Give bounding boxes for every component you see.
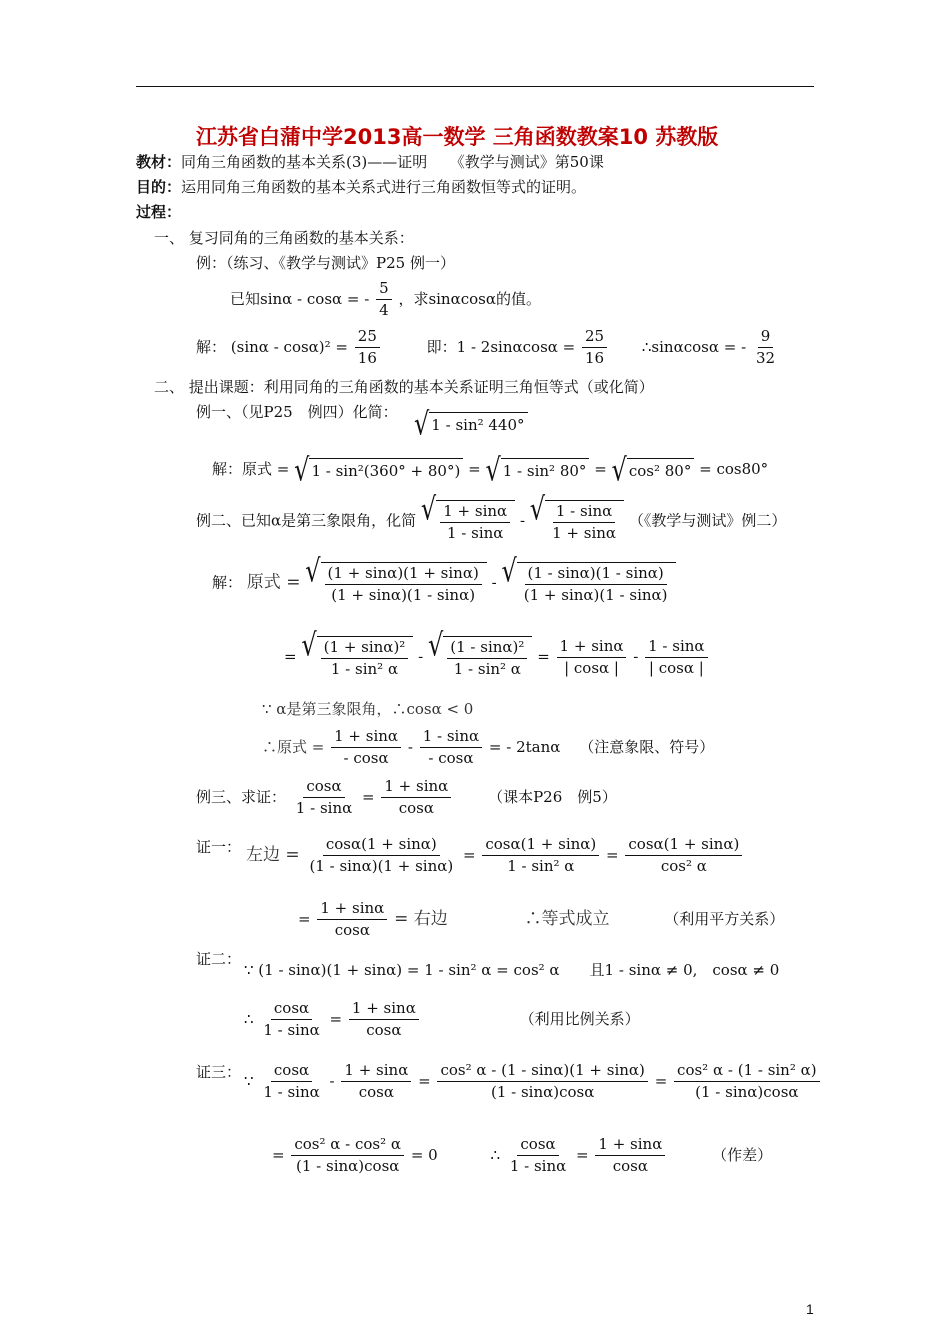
denominator: (1 - sinα)cosα — [490, 1083, 595, 1102]
example-2-solution-line-1: 解： 原式 = √ $\frac{(1 + \sin\alpha)(1 + \sin\alpha)}{(1 + \sin\alpha)(1 - \sin\alpha)}$ - √ $\frac{(1 - \sin\alpha)(1 - \sin\alpha)}{(1 + \sin\alpha)(1 - \sin\alpha)}$ — [212, 562, 676, 605]
radical — [414, 405, 528, 443]
numerator: cosα(1 + sinα) — [323, 836, 440, 856]
numerator: 25 — [355, 328, 380, 348]
denominator: 1 - sinα — [509, 1157, 567, 1176]
therefore-text: ∴原式 = — [262, 737, 325, 756]
fraction — [306, 836, 456, 876]
denominator: cosα — [366, 1021, 402, 1040]
example-2-statement: 例二、已知α是第三象限角，化简 √ $\frac{1 + \sin\alpha}{1 - \sin\alpha}$ - √ $\frac{1 - \sin\alpha}{1 + \sin\alpha}$ （《教学与测试》例二） — [196, 500, 786, 543]
numerator: (1 - sinα)² — [447, 639, 527, 659]
sqrt-icon: √ — [611, 451, 627, 489]
left-side: 左边 = — [246, 844, 300, 865]
proof-1-line-1: 左边 = $\frac{\cos\alpha(1 + \sin\alpha)}{(1 - \sin\alpha)(1 + \sin\alpha)}$ = $\frac{\cos\alpha(1 + \sin\alpha)}{\text{1 - sin² α}}$ = $\frac{\cos\alpha(1 + \sin\alpha)}{\text{cos² α}}$ — [246, 836, 744, 876]
denominator: 1 - sinα — [446, 524, 504, 543]
note: （利用比例关系） — [519, 1009, 640, 1028]
proof-3-line-1: ∵ $\frac{\cos\alpha}{1 - \sin\alpha}$ - $\frac{1 + \sin\alpha}{\cos\alpha}$ = $\frac{\text{cos² α - (1 - sinα)(1 + sinα)}}{(1 - \sin\alpha)\cos\alpha}$ = $\frac{\text{cos² α - (1 - sin² α)}}{(1 - \sin\alpha)\cos\alpha}$ — [244, 1062, 822, 1102]
example-1-expression — [414, 405, 528, 443]
example-1-solution: 解：原式 = √ 1 - sin²(360° + 80°) = √ 1 - sin² 80° = √ cos² 80° = cos80° — [212, 451, 769, 489]
fraction — [753, 328, 778, 368]
denominator: cosα — [612, 1157, 648, 1176]
given-text-b: ，求sinαcosα的值。 — [398, 289, 541, 308]
fraction — [645, 638, 707, 678]
radicand: 1 - sin²(360° + 80°) — [309, 458, 463, 482]
example-3-label: 例三、求证： — [196, 787, 287, 806]
note: （作差） — [712, 1145, 773, 1164]
section-1-heading: 一、 复习同角的三角函数的基本关系： — [154, 229, 414, 247]
fraction — [291, 1136, 404, 1176]
numerator: 9 — [758, 328, 774, 348]
example-0-solution — [196, 328, 780, 368]
fraction — [521, 565, 671, 605]
denominator: (1 - sinα)cosα — [296, 1157, 400, 1176]
denominator: 1 - sinα — [295, 799, 353, 818]
numerator: 1 + sinα — [595, 1136, 665, 1156]
fraction — [317, 900, 387, 940]
therefore: ∴ — [244, 1009, 254, 1028]
solution-result: = cos80° — [699, 460, 769, 478]
proof-2-line-2: ∴ $\frac{\cos\alpha}{1 - \sin\alpha}$ = $\frac{1 + \sin\alpha}{\cos\alpha}$ （利用比例关系） — [244, 999, 640, 1040]
sqrt-icon: √ — [294, 451, 310, 489]
material-text: 同角三角函数的基本关系(3)——证明 《教学与测试》第50课 — [181, 153, 604, 171]
aim-text: 运用同角三角函数的基本关系式进行三角函数恒等式的证明。 — [181, 178, 587, 196]
denominator: | cosα | — [648, 658, 704, 677]
fraction — [482, 836, 599, 876]
radical — [427, 627, 532, 679]
numerator: (1 - sinα)(1 - sinα) — [525, 565, 667, 585]
numerator: 1 - sinα — [420, 728, 482, 748]
denominator: cos² α — [660, 857, 707, 876]
numerator: 25 — [582, 328, 607, 348]
denominator: 1 + sinα — [552, 524, 617, 543]
radicand: 1 - sin² 80° — [501, 458, 590, 482]
original-expression: 原式 = — [246, 572, 301, 593]
sqrt-icon: √ — [501, 553, 517, 590]
solution-label: 解：原式 — [212, 460, 273, 478]
fraction — [625, 836, 742, 876]
example-2-text: 例二、已知α是第三象限角，化简 — [196, 511, 417, 530]
example-3-reference: （课本P26 例5） — [488, 787, 617, 806]
example-2-therefore: ∴原式 = $\frac{1 + \sin\alpha}{- \cos\alpha}$ - $\frac{1 - \sin\alpha}{- \cos\alpha}$ = - 2tanα （注意象限、符号） — [262, 727, 715, 768]
numerator: (1 + sinα)² — [321, 639, 409, 659]
denominator: 4 — [379, 301, 389, 320]
sqrt-icon: √ — [485, 451, 501, 489]
radical — [529, 491, 624, 543]
proof-1-label: 证一： — [196, 838, 242, 856]
denominator: cosα — [358, 1083, 394, 1102]
denominator: 1 - sin² α — [453, 660, 521, 679]
denominator: 16 — [585, 349, 605, 368]
fraction — [437, 1062, 647, 1102]
fraction — [674, 1062, 820, 1102]
sqrt-icon: √ — [301, 627, 317, 664]
radical — [305, 553, 487, 605]
zero-result: = 0 — [410, 1145, 438, 1164]
fraction — [349, 1000, 419, 1040]
solution-step-b: 即：1 - 2sinαcosα = — [426, 337, 576, 356]
document-title: 江苏省白蒲中学2013高一数学 三角函数教案10 苏教版 — [196, 125, 719, 149]
given-text-a: 已知sinα - cosα = - — [230, 289, 370, 308]
proof-2-label: 证二： — [196, 950, 242, 968]
numerator: 1 + sinα — [341, 1062, 411, 1082]
fraction — [355, 328, 380, 368]
fraction — [507, 1136, 569, 1176]
section-2-heading: 二、 提出课题：利用同角的三角函数的基本关系证明三角恒等式（或化简） — [154, 378, 654, 396]
denominator: - cosα — [428, 749, 474, 768]
example-2-solution-line-2: = √ $\frac{\text{(1 + sinα)²}}{\text{1 - sin² α}}$ - √ $\frac{\text{(1 - sinα)²}}{\text{1 - sin² α}}$ = $\frac{1 + \sin\alpha}{| \cos\alpha |}$ - $\frac{1 - \sin\alpha}{| \cos\alpha |}$ — [284, 636, 710, 679]
material-label: 教材： — [136, 153, 182, 171]
numerator: cosα(1 + sinα) — [482, 836, 599, 856]
fraction — [325, 565, 482, 605]
fraction — [376, 280, 392, 320]
numerator: 1 - sinα — [553, 503, 615, 523]
fraction — [447, 639, 527, 679]
numerator: 1 + sinα — [349, 1000, 419, 1020]
proof-1-line-2: = $\frac{1 + \sin\alpha}{\cos\alpha}$ = 右边 ∴等式成立 （利用平方关系） — [298, 899, 785, 940]
radicand: 1 - sin² 440° — [429, 412, 527, 436]
aim-label: 目的： — [136, 178, 182, 196]
because: ∵ — [244, 1071, 254, 1090]
denominator: - cosα — [343, 749, 389, 768]
numerator: cosα(1 + sinα) — [625, 836, 742, 856]
sqrt-icon: √ — [427, 627, 444, 664]
fraction — [321, 639, 409, 679]
radical — [294, 451, 463, 489]
fraction — [595, 1136, 665, 1176]
numerator: 1 + sinα — [557, 638, 627, 658]
radical — [301, 627, 413, 679]
solution-label: 解： — [196, 337, 227, 356]
numerator: cosα — [271, 1062, 312, 1082]
numerator: 1 + sinα — [331, 728, 401, 748]
proof-2-line-1: ∵ (1 - sinα)(1 + sinα) = 1 - sin² α = cos² α 且1 - sinα ≠ 0, cosα ≠ 0 — [244, 961, 780, 979]
numerator: cosα — [517, 1136, 558, 1156]
material-line — [136, 155, 604, 170]
example-0-given — [230, 280, 541, 320]
fraction — [557, 638, 627, 678]
denominator: (1 + sinα)(1 - sinα) — [523, 586, 668, 605]
fraction — [260, 1000, 322, 1040]
radical — [485, 451, 589, 489]
fraction — [582, 328, 607, 368]
denominator: 1 - sin² α — [330, 660, 399, 679]
aim-line — [136, 180, 586, 195]
sqrt-icon: √ — [414, 405, 430, 443]
numerator: cos² α - (1 - sinα)(1 + sinα) — [437, 1062, 647, 1082]
note: （注意象限、符号） — [579, 737, 715, 756]
proof-3-label: 证三： — [196, 1063, 242, 1081]
equation-holds: ∴等式成立 — [524, 908, 610, 929]
header-rule — [136, 86, 814, 87]
denominator: cosα — [334, 921, 370, 940]
numerator: cosα — [303, 778, 344, 798]
solution-step-a: (sinα - cosα)² = — [230, 337, 348, 356]
example-3-statement: 例三、求证： $\frac{\cos\alpha}{1 - \sin\alpha}$ = $\frac{1 + \sin\alpha}{\cos\alpha}$ （课本P26 例5） — [196, 777, 617, 818]
sqrt-icon: √ — [305, 553, 321, 590]
denominator: 1 - sin² α — [507, 857, 575, 876]
proof-3-line-2: = $\frac{\text{cos² α - cos² α}}{(1 - \sin\alpha)\cos\alpha}$ = 0 ∴ $\frac{\cos\alpha}{1 - \sin\alpha}$ = $\frac{1 + \sin\alpha}{\cos\alpha}$ （作差） — [272, 1135, 773, 1176]
sqrt-icon: √ — [529, 491, 546, 528]
fraction — [293, 778, 355, 818]
numerator: 1 + sinα — [317, 900, 387, 920]
note: （利用平方关系） — [664, 909, 785, 928]
fraction — [549, 503, 619, 543]
radicand: cos² 80° — [627, 458, 695, 482]
fraction — [420, 728, 482, 768]
numerator: 5 — [376, 280, 392, 300]
result: = - 2tanα — [488, 737, 561, 756]
radical — [420, 491, 515, 543]
process-label: 过程： — [136, 203, 182, 221]
therefore: ∴ — [490, 1145, 501, 1164]
example-1: 例一、（见P25 例四）化简： — [196, 403, 398, 421]
denominator: (1 - sinα)(1 + sinα) — [309, 857, 454, 876]
radical — [501, 553, 675, 605]
denominator: 32 — [755, 349, 776, 368]
numerator: (1 + sinα)(1 + sinα) — [325, 565, 482, 585]
fraction — [341, 1062, 411, 1102]
example-0: 例：（练习、《教学与测试》P25 例一） — [196, 254, 455, 272]
numerator: 1 + sinα — [381, 778, 451, 798]
solution-step-c: ∴sinαcosα = - — [641, 337, 747, 356]
radical — [611, 451, 695, 489]
numerator: cosα — [271, 1000, 312, 1020]
fraction — [381, 778, 451, 818]
denominator: (1 + sinα)(1 - sinα) — [331, 586, 476, 605]
denominator: | cosα | — [564, 658, 619, 677]
denominator: (1 - sinα)cosα — [695, 1083, 799, 1102]
example-2-reference: （《教学与测试》例二） — [628, 511, 787, 530]
fraction — [440, 503, 510, 543]
numerator: cos² α - cos² α — [291, 1136, 404, 1156]
denominator: 1 - sinα — [263, 1021, 320, 1040]
page-number: 1 — [806, 1301, 814, 1317]
numerator: 1 + sinα — [440, 503, 510, 523]
numerator: 1 - sinα — [645, 638, 707, 658]
fraction — [331, 728, 401, 768]
example-2-because: ∵ α是第三象限角，∴cosα < 0 — [262, 700, 474, 718]
numerator: cos² α - (1 - sin² α) — [674, 1062, 820, 1082]
right-side: = 右边 — [394, 908, 448, 929]
denominator: 16 — [357, 349, 377, 368]
sqrt-icon: √ — [420, 491, 437, 528]
denominator: 1 - sinα — [263, 1083, 320, 1102]
solution-label: 解： — [212, 573, 243, 592]
denominator: cosα — [398, 799, 434, 818]
fraction — [260, 1062, 322, 1102]
